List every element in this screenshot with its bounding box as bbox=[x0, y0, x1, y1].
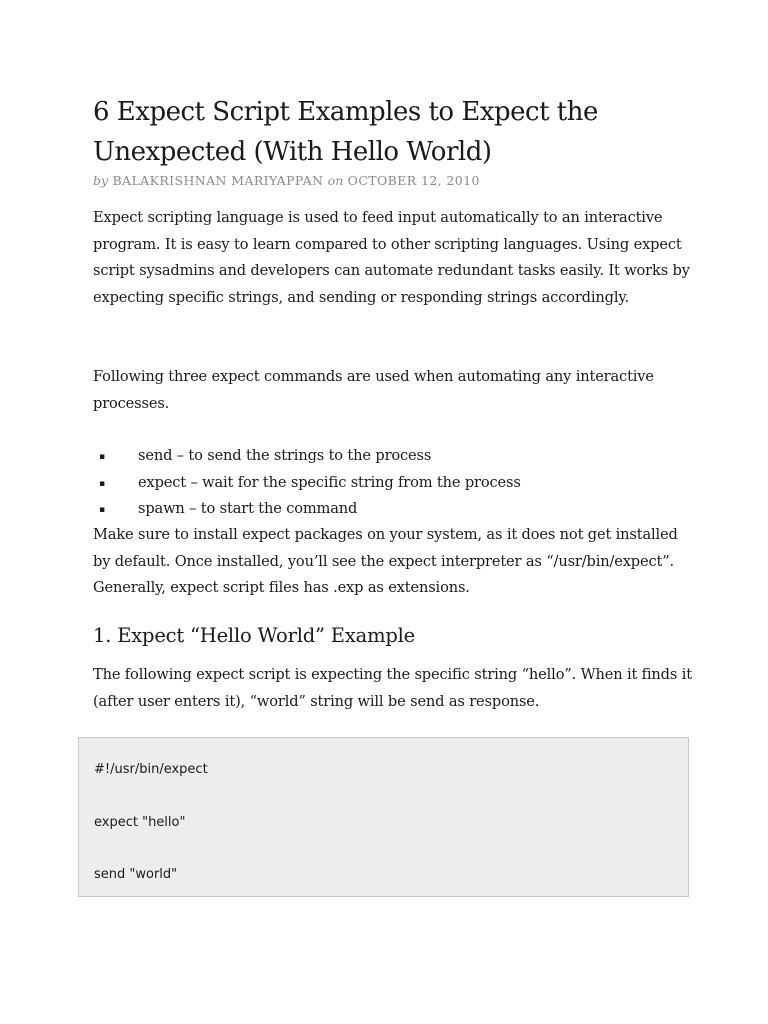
intro-paragraph: Expect scripting language is used to feed input automatically to an interactive program. It is easy to learn compared to other scripting languages. Using expect script sysadmins and developers can automate redundant tasks easily. It works by expecting specific strings, and sending or responding strings accordingly. bbox=[93, 209, 690, 306]
section-heading: 1. Expect “Hello World” Example bbox=[93, 624, 416, 647]
article-title: 6 Expect Script Examples to Expect the Unexpected (With Hello World) bbox=[93, 97, 598, 167]
bullet-marker: ▪ bbox=[99, 452, 105, 462]
code-line: send "world" bbox=[94, 867, 178, 882]
byline-on: on bbox=[327, 173, 344, 188]
section-description: The following expect script is expecting the specific string “hello”. When it finds it (after user enters it), “world” string will be send as response. bbox=[93, 666, 692, 710]
byline-by: by bbox=[93, 173, 109, 188]
byline bbox=[93, 172, 480, 190]
install-note-paragraph: Make sure to install expect packages on your system, as it does not get installed by default. Once installed, you’ll see the expect interpreter as “/usr/bin/expect”. Generally, expect script files has .exp as extensions. bbox=[93, 526, 678, 596]
commands-intro-paragraph: Following three expect commands are used when automating any interactive processes. bbox=[93, 368, 654, 412]
list-item bbox=[93, 443, 693, 470]
bullet-marker: ▪ bbox=[99, 478, 105, 489]
publish-date: OCTOBER 12, 2010 bbox=[347, 173, 480, 188]
list-item-text: send – to send the strings to the process bbox=[138, 447, 432, 464]
list-item-text: spawn – to start the command bbox=[138, 500, 358, 517]
list-item bbox=[93, 470, 693, 497]
code-line: #!/usr/bin/expect bbox=[94, 762, 208, 777]
list-item bbox=[93, 496, 693, 523]
bullet-marker: ▪ bbox=[99, 505, 105, 515]
code-line: expect "hello" bbox=[94, 815, 186, 830]
code-block bbox=[78, 737, 689, 897]
list-item-text: expect – wait for the specific string from the process bbox=[138, 473, 521, 491]
author-name[interactable]: BALAKRISHNAN MARIYAPPAN bbox=[112, 173, 324, 188]
commands-list bbox=[93, 443, 693, 523]
